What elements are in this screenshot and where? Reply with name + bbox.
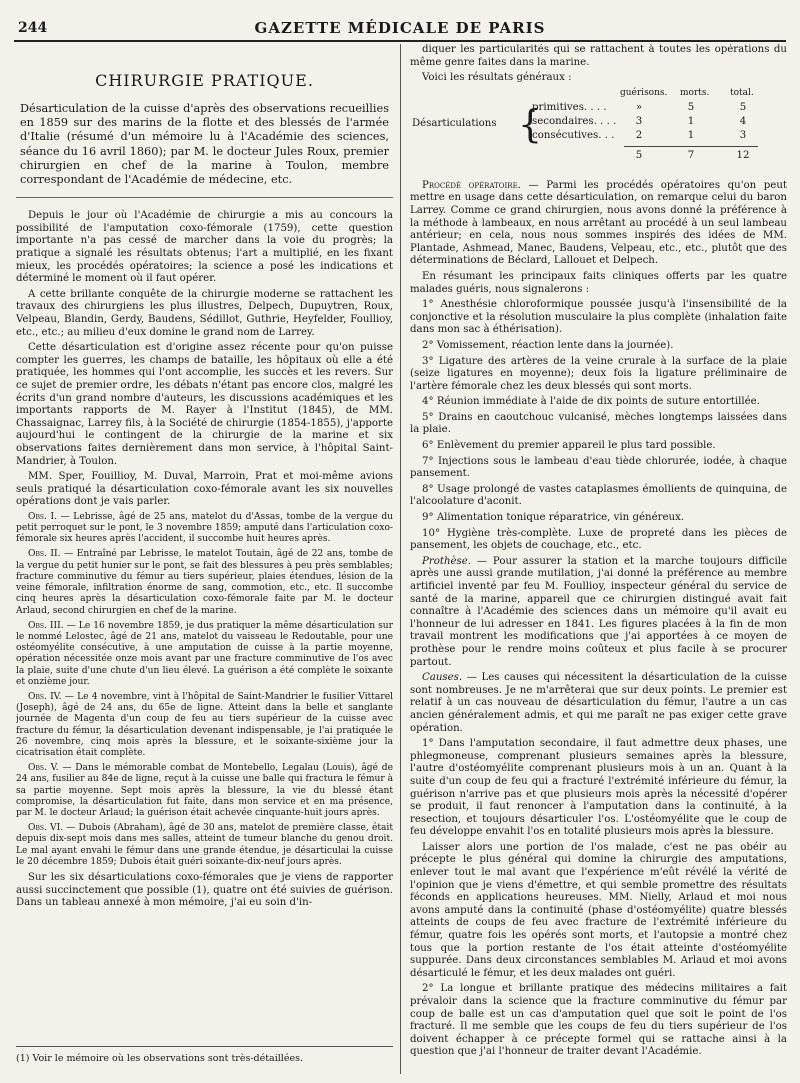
table-total-rule xyxy=(624,146,758,147)
observation-label: Obs. I. xyxy=(28,511,57,522)
list-item: 1° Anesthésie chloroformique poussée jusqu'à l'insensibilité de la conjonctive et la résolution musculaire la plus complète (inhalation faite dans mon sac à éthérisation). xyxy=(410,299,787,336)
observation-text: — Le 4 novembre, vint à l'hôpital de Saint-Mandrier le fusilier Vittarel (Joseph), âgé de 24 ans, du 65e de ligne. Atteint dans la belle et sanglante journée de Magenta d'un coup de feu au tiers supérieur de la cuisse avec fracture du fémur, la désarticulation devenant indispensable, je l'ai pratiquée le 26 novembre, cinq mois après la blessure, et le soixante-sixième jour la cicatrisation était complète. xyxy=(16,691,393,758)
observation-label: Obs. V. xyxy=(28,763,59,774)
table-cell: 3 xyxy=(739,129,747,141)
paragraph xyxy=(410,556,787,669)
observation xyxy=(16,692,393,759)
list-item: 7° Injections sous le lambeau d'eau tiède chlorurée, iodée, à chaque pansement. xyxy=(410,455,787,480)
table-cell: 5 xyxy=(739,101,747,113)
table-header: morts. xyxy=(680,87,710,98)
table-cell: 5 xyxy=(687,101,695,113)
observation xyxy=(16,512,393,546)
list-item: 8° Usage prolongé de vastes cataplasmes émollients de quinquina, de l'alcoolature d'aconit. xyxy=(410,483,787,508)
paragraph: 1° Dans l'amputation secondaire, il faut admettre deux phases, une phlegmoneuse, comprenant plusieurs semaines après la blessure, l'autre d'ostéomyélite comprenant plusieurs mois à un an. Quant à la suite d'un coup de feu qui a fracturé l'extrémité inférieure du fémur, la guérison n'arrive pas et que plusieurs mois après la nécessité d'opérer se produit, il faut renoncer à l'amputation dans la continuité, à la resection, et toujours désarticuler l'os. L'ostéomyélite que le coup de feu développe envahit l'os en totalité plusieurs mois après la blessure. xyxy=(410,738,787,838)
footnote: (1) Voir le mémoire où les observations sont très-détaillées. xyxy=(16,1046,393,1064)
table-cell: 3 xyxy=(635,115,643,127)
paragraph: Cette désarticulation est d'origine assez récente pour qu'on puisse compter les guerres, les champs de bataille, les hôpitaux où elle a été pratiquée, les hommes qui l'ont accomplie, les succès et les revers. Sur ce sujet de premier ordre, les débats n'étant pas encore clos, malgré les écrits d'un grand nombre d'auteurs, les discussions académiques et les importants rapports de M. Rayer à l'Institut (1845), de MM. Chassaignac, Larrey fils, à la Société de chirurgie (1854-1855), j'apporte aujourd'hui le contingent de la chirurgie de la marine et six observations faites dernièrement dans mon service, à l'hôpital Saint-Mandrier, à Toulon. xyxy=(16,342,393,467)
list-item: 9° Alimentation tonique réparatrice, vin généreux. xyxy=(422,512,685,524)
list-item: 6° Enlèvement du premier appareil le plus tard possible. xyxy=(422,440,716,452)
observation-text: — Entraîné par Lebrisse, le matelot Toutain, âgé de 22 ans, tombe de la vergue du petit hunier sur le pont, se fait des blessures à peu près semblables; fracture comminutive du fémur au tiers supérieur, plaies étendues, lésion de la veine fémorale, infiltration énorme de sang, commotion, etc., etc. Il succombe cinq heures après la désarticulation coxo-fémorale faite par M. le docteur Arlaud, second chirurgien en chef de la marine. xyxy=(16,549,393,616)
section-label: Causes. xyxy=(422,672,463,684)
observation-label: Obs. II. xyxy=(28,549,61,560)
table-cell: 1 xyxy=(687,129,695,141)
section-label: Prothèse. xyxy=(422,555,472,567)
paragraph: En résumant les principaux faits cliniques offerts par les quatre malades guéris, nous signalerons : xyxy=(410,270,787,295)
table-row-name: secondaires. . . . xyxy=(532,115,617,127)
left-column xyxy=(16,44,393,1044)
observation-label: Obs. III. xyxy=(28,620,64,631)
paragraph: Depuis le jour où l'Académie de chirurgie a mis au concours la possibilité de l'amputation coxo-fémorale (1759), cette question importante n'a pas cessé de marcher dans la voie du progrès; la pratique a signalé les résultats obtenus; l'art a multiplié, en les fixant mieux, les procédés opératoires; la science a posé les indications et déterminé le moment où il faut opérer. xyxy=(16,210,393,285)
results-table xyxy=(410,88,787,174)
observation-text: — Dans le mémorable combat de Montebello, Legalau (Louis), âgé de 24 ans, fusilier au 84e de ligne, reçut à la cuisse une balle qui fractura le fémur à sa partie moyenne. Sept mois après la blessure, la vie du blessé étant compromise, la désarticulation fut faite, dans mon service et en ma présence, par M. le docteur Arlaud; la guérison était achevée cinquante-huit jours après. xyxy=(16,763,393,818)
observation xyxy=(16,621,393,688)
paragraph-text: — Les causes qui nécessitent la désarticulation de la cuisse sont nombreuses. Je ne m'arrêterai que sur deux points. Le premier est relatif à un cas nouveau de désarticulation du fémur, l'autre a un cas ancien généralement admis, et qui me paraît ne pas exiger cette grave opération. xyxy=(410,672,787,734)
table-row-label: Désarticulations xyxy=(412,117,497,129)
journal-title: GAZETTE MÉDICALE DE PARIS xyxy=(254,19,546,37)
column-divider xyxy=(400,44,401,1074)
page-header xyxy=(14,14,786,42)
table-cell: 2 xyxy=(635,129,643,141)
section-label: Procédé opératoire. xyxy=(422,179,521,191)
section-title: CHIRURGIE PRATIQUE. xyxy=(95,71,314,90)
table-row-name: consécutives. . . xyxy=(532,129,615,141)
table-cell: 1 xyxy=(687,115,695,127)
table-row-name: primitives. . . . xyxy=(532,101,607,113)
paragraph: Voici les résultats généraux : xyxy=(422,72,572,84)
paragraph xyxy=(410,180,787,268)
table-cell: » xyxy=(635,101,643,113)
section-rule xyxy=(16,197,393,198)
observation xyxy=(16,763,393,819)
table-cell: 4 xyxy=(739,115,747,127)
table-total: 7 xyxy=(687,149,695,161)
observation xyxy=(16,823,393,868)
paragraph: MM. Sper, Fouillioy, M. Duval, Marroin, Prat et moi-même avions seuls pratiqué la désarticulation coxo-fémorale avant les six nouvelles opérations dont je vais parler. xyxy=(16,471,393,508)
page-number: 244 xyxy=(18,20,48,36)
paragraph: diquer les particularités qui se rattachent à toutes les opérations du même genre faites dans la marine. xyxy=(410,44,787,68)
paragraph-text: — Pour assurer la station et la marche toujours difficile après une aussi grande mutilation, j'ai donné la préférence au membre artificiel inventé par feu M. Foullioy, inspecteur général du service de santé de la marine, appareil que ce chirurgien distingué avait fait connaître à l'Académie des sciences dans un mémoire qu'il avait eu l'honneur de lui adresser en 1841. Les figures placées à la fin de mon travail montrent les modifications que j'ai apportées à ce moyen de prothèse pour le rendre moins coûteux et plus facile à se procurer partout. xyxy=(410,555,787,668)
paragraph-text: — Parmi les procédés opératoires qu'on peut mettre en usage dans cette désarticulation, on remarque celui du baron Larrey. Comme ce grand chirurgien, nous avons donné la préférence à la méthode à lambeaux, en nous arrêtant au procédé à un seul lambeau antérieur; en cela, nous nous sommes inspirés des idées de MM. Plantade, Ashmead, Manec, Baudens, Velpeau, etc., etc., plutôt que des déterminations de Béclard, Lallouet et Delpech. xyxy=(410,179,787,267)
observation-text: — Le 16 novembre 1859, je dus pratiquer la même désarticulation sur le nommé Lelostec, âgé de 21 ans, matelot du vaisseau le Redoutable, pour une ostéomyélite consécutive, à une amputation de cuisse à la partie moyenne, opération nécessitée onze mois avant par une fracture comminutive de l'os avec la plaie, suite d'une chute d'un lieu élevé. La guérison a été complète le soixante et onzième jour. xyxy=(16,620,393,687)
table-total: 12 xyxy=(736,149,750,161)
list-item: 5° Drains en caoutchouc vulcanisé, mèches longtemps laissées dans la plaie. xyxy=(410,411,787,436)
list-item: 10° Hygiène très-complète. Luxe de propreté dans les pièces de pansement, les objets de couchage, etc., etc. xyxy=(410,527,787,552)
table-total: 5 xyxy=(635,149,643,161)
article-lead: Désarticulation de la cuisse d'après des observations recueillies en 1859 sur des marins de la flotte et des blessés de l'armée d'Italie (résumé d'un mémoire lu à l'Académie des sciences, séance du 16 avril 1860); par M. le docteur Jules Roux, premier chirurgien en chef de la marine à Toulon, membre correspondant de l'Académie de médecine, etc. xyxy=(20,102,389,187)
paragraph: Laisser alors une portion de l'os malade, c'est ne pas obéir au précepte le plus général qui domine la chirurgie des amputations, enlever tout le mal avant que l'expérience m'eût révélé la vérité de l'opinion que je viens d'émettre, et qui semble promettre des résultats féconds en applications heureuses. MM. Nielly, Arlaud et moi nous avons amputé dans la continuité (phase d'ostéomyélite) quatre blessés atteints de coups de feu avec fracture de l'extrémité inférieure du fémur, quatre fois les opérés sont morts, et l'autopsie a montré chez tous que la portion restante de l'os était atteinte d'ostéomyélite suppurée. Dans deux circonstances semblables M. Arlaud et moi avons désarticulé le fémur, et les deux malades ont guéri. xyxy=(410,841,787,979)
observation-label: Obs. VI. xyxy=(28,823,64,834)
paragraph xyxy=(410,672,787,735)
observation-label: Obs. IV. xyxy=(28,691,62,702)
brace-symbol: { xyxy=(518,101,543,146)
list-item: 4° Réunion immédiate à l'aide de dix points de suture entortillée. xyxy=(422,396,760,408)
paragraph: 2° La longue et brillante pratique des médecins militaires a fait prévaloir dans la science que la fracture comminutive du fémur par coup de balle est un cas d'amputation quel que soit le point de l'os fracturé. Il me semble que les coups de feu du tiers supérieur de l'os doivent échapper à ce précepte formel qui se rattache ainsi à la question que j'ai l'honneur de traiter devant l'Académie. xyxy=(410,983,787,1058)
table-header: total. xyxy=(730,87,754,98)
paragraph: A cette brillante conquête de la chirurgie moderne se rattachent les travaux des chirurgiens les plus illustres, Delpech, Dupuytren, Roux, Velpeau, Blandin, Gerdy, Baudens, Sédillot, Guthrie, Heyfelder, Foullioy, etc., etc.; au milieu d'eux domine le grand nom de Larrey. xyxy=(16,288,393,338)
right-column xyxy=(410,44,787,1079)
observation-text: — Lebrisse, âgé de 25 ans, matelot du d'Assas, tombe de la vergue du petit perroquet sur le pont, le 3 novembre 1859; amputé dans l'articulation coxo-fémorale six heures après l'accident, il succombe huit heures après. xyxy=(16,511,393,545)
paragraph: Sur les six désarticulations coxo-fémorales que je viens de rapporter aussi succinctement que possible (1), quatre ont été suivies de guérison. Dans un tableau annexé à mon mémoire, j'ai eu soin d'in- xyxy=(16,871,393,909)
table-header: guérisons. xyxy=(620,87,668,98)
list-item: 3° Ligature des artères de la veine crurale à la surface de la plaie (seize ligatures en moyenne); deux fois la ligature préliminaire de l'artère fémorale chez les deux blessés qui sont morts. xyxy=(410,355,787,392)
list-item: 2° Vomissement, réaction lente dans la journée). xyxy=(422,339,674,351)
observation xyxy=(16,549,393,616)
observation-text: — Dubois (Abraham), âgé de 30 ans, matelot de première classe, était depuis dix-sept mois dans mes salles, atteint de tumeur blanche du genou droit. Le mal ayant envahi le fémur dans une grande étendue, je désarticulai la cuisse le 20 décembre 1859; Dubois était guéri soixante-dix-neuf jours après. xyxy=(16,823,393,867)
